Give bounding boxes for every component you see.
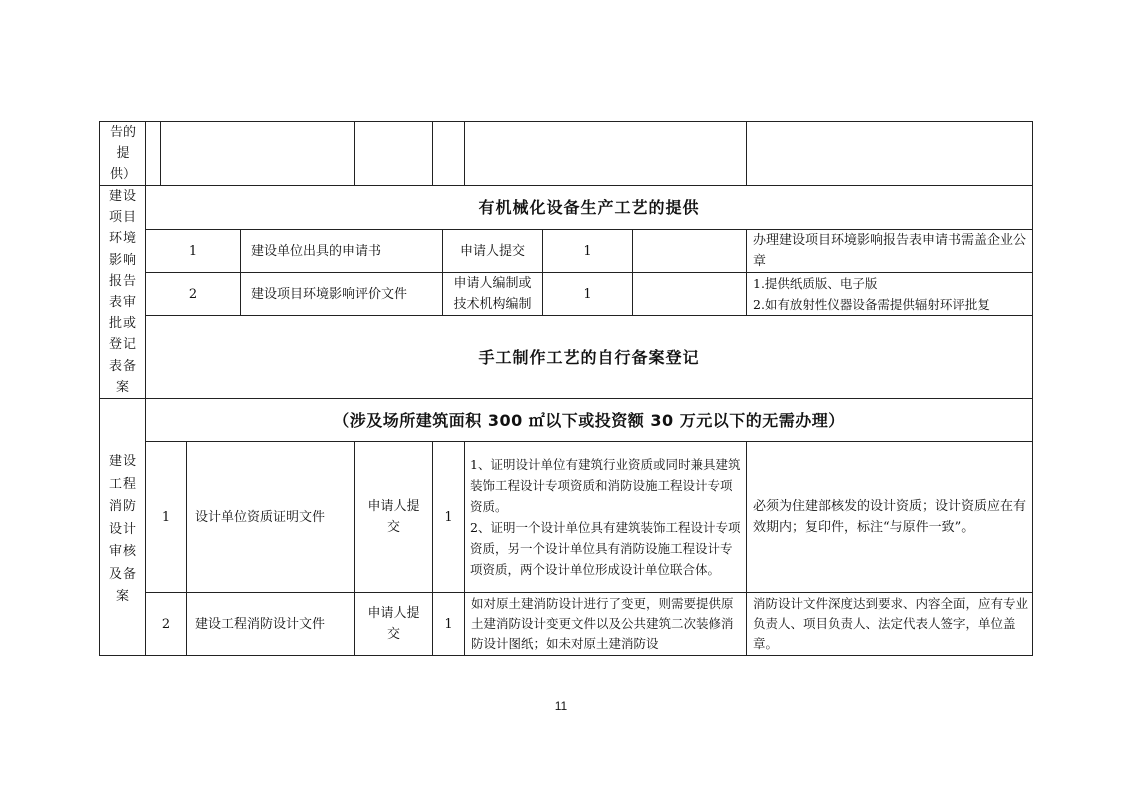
row-notes: 消防设计文件深度达到要求、内容全面，应有专业负责人、项目负责人、法定代表人签字，单位盖章。 (753, 596, 1029, 651)
rule (99, 121, 100, 656)
category-label-environment: 建设项目环境影响报告表审批或登记表备案 (108, 188, 137, 395)
row-notes: 办理建设项目环境影响报告表申请书需盖企业公章 (753, 233, 1027, 269)
row-spec: 如对原土建消防设计进行了变更，则需要提供原土建消防设计变更文件以及公共建筑二次装修消防设计图纸；如未对原土建消防设 (471, 596, 734, 651)
row-material: 建设项目环境影响评价文件 (251, 286, 408, 302)
row-source: 申请人提交 (367, 499, 420, 535)
rule (99, 121, 1033, 122)
category-label-fire: 建设工程消防设计审核及备案 (108, 454, 137, 605)
page-number: 11 (554, 699, 568, 713)
row-source: 申请人编制或技术机构编制 (453, 276, 532, 312)
row-copies: 1 (444, 509, 453, 525)
row-spec (633, 273, 746, 315)
row-source: 申请人提交 (459, 243, 525, 259)
row-material: 设计单位资质证明文件 (195, 509, 326, 525)
row-copies: 1 (583, 243, 592, 259)
rule (1032, 121, 1033, 656)
row-material: 建设单位出具的申请书 (251, 243, 382, 259)
section-heading: 有机械化设备生产工艺的提供 (478, 198, 700, 217)
rule (464, 121, 465, 186)
row-index: 2 (161, 616, 171, 632)
row-material: 建设工程消防设计文件 (195, 616, 326, 632)
row-source: 申请人提交 (367, 606, 420, 642)
section-heading: （涉及场所建筑面积 300 ㎡以下或投资额 30 万元以下的无需办理） (333, 410, 845, 430)
row-spec: 1、证明设计单位有建筑行业资质或同时兼具建筑装饰工程设计专项资质和消防设施工程设计专项资质。 2、证明一个设计单位具有建筑装饰工程设计专项资质，另一个设计单位具有消防设施工程设计专项资质，两个设计单位形成设计单位联合体。 (470, 457, 741, 577)
row-copies: 1 (444, 616, 453, 632)
row-copies: 1 (583, 286, 592, 302)
section-heading: 手工制作工艺的自行备案登记 (478, 347, 700, 367)
row-index: 2 (188, 286, 198, 302)
row-notes: 1.提供纸质版、电子版 2.如有放射性仪器设备需提供辐射环评批复 (753, 276, 990, 312)
row-index: 1 (188, 243, 198, 259)
rule (746, 121, 747, 186)
row-notes: 必须为住建部核发的设计资质；设计资质应在有效期内；复印件，标注“与原件一致”。 (753, 499, 1027, 535)
rule (432, 121, 433, 186)
category-fragment-label: 告的提供） (109, 125, 136, 182)
row-index: 1 (161, 509, 171, 525)
rule (160, 121, 161, 186)
row-spec (633, 230, 746, 272)
rule (354, 121, 355, 186)
rule (99, 655, 1033, 656)
